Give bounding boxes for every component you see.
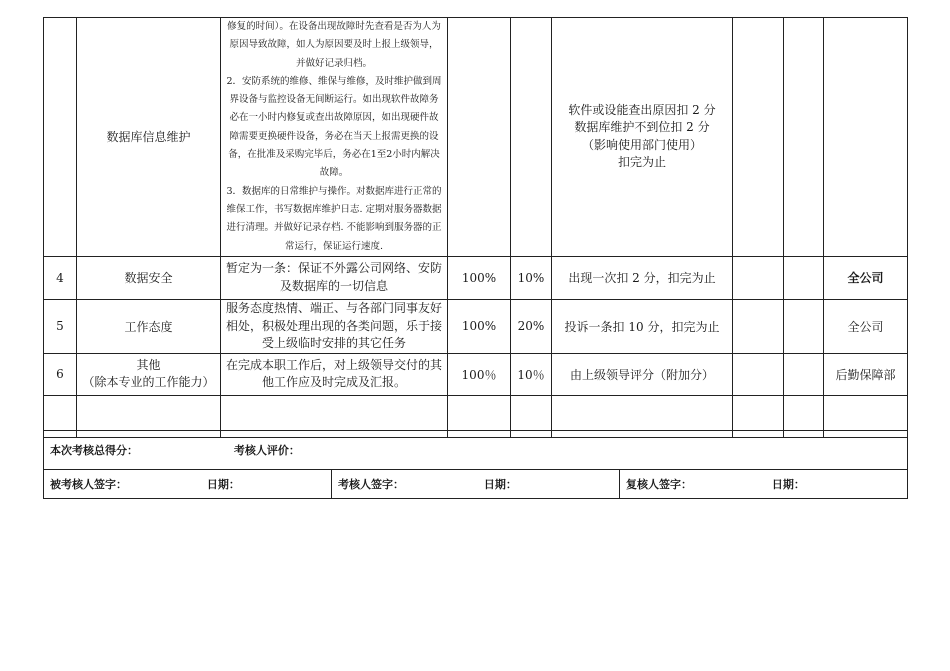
weight-cell xyxy=(511,18,552,257)
table-row xyxy=(44,18,908,257)
score-cell[interactable] xyxy=(733,18,784,257)
weight-cell: 100% xyxy=(448,299,511,353)
row-number: 6 xyxy=(44,353,77,395)
standard-text: 投诉一条扣 10 分，扣完为止 xyxy=(552,299,733,353)
date-label: 日期： xyxy=(206,478,240,491)
summary-cell[interactable] xyxy=(44,431,908,470)
table-row xyxy=(44,353,908,395)
row-number: 4 xyxy=(44,256,77,299)
requirement-text: 暂定为一条：保证不外露公司网络、安防及数据库的一切信息 xyxy=(221,256,448,299)
row-number: 5 xyxy=(44,299,77,353)
assessor-sign-label: 考核人签字： xyxy=(338,478,404,491)
requirement-text: 2．安防系统的维修、维保与维修，及时维护做到周界设备与监控设备无间断运行。如出现软件故障务必在一小时内修复或查出故障原因，如出现硬件故障需要更换硬件设备，务必在当天上报需更换的设备，在批准及采购完毕后，务必在1至2小时内解决故障。 xyxy=(226,75,442,179)
department-cell: 后勤保障部 xyxy=(824,353,908,395)
item-name xyxy=(77,353,221,395)
item-name: 数据库信息维护 xyxy=(77,18,221,257)
department-cell: 全公司 xyxy=(824,299,908,353)
requirement-text: 在完成本职工作后，对上级领导交付的其他工作应及时完成及汇报。 xyxy=(221,353,448,395)
weight-cell: 100％ xyxy=(448,353,511,395)
requirement-text: 3．数据库的日常维护与操作。对数据库进行正常的维保工作，书写数据库维护日志. 定期对服务器数据进行清理。并做好记录存档. 不能影响到服务器的正常运行，保证运行速度. xyxy=(226,185,442,252)
item-name: 数据安全 xyxy=(77,256,221,299)
standard-text: 数据库维护不到位扣 2 分 xyxy=(574,120,710,135)
score-cell[interactable] xyxy=(733,256,784,299)
requirement-text: 修复的时间）。在设备出现故障时先查看是否为人为原因导致故障，如人为原因要及时上报上级领导，并做好记录归档。 xyxy=(227,21,441,69)
summary-row xyxy=(44,431,908,470)
score-cell[interactable] xyxy=(784,299,824,353)
requirements-cell xyxy=(221,18,448,257)
assessee-sign-label: 被考核人签字： xyxy=(50,478,127,491)
signature-table xyxy=(43,430,908,499)
item-name-line: （除本专业的工作能力） xyxy=(82,375,215,390)
weight-cell: 100% xyxy=(448,256,511,299)
department-cell: 全公司 xyxy=(824,256,908,299)
department-cell xyxy=(824,18,908,257)
item-name: 工作态度 xyxy=(77,299,221,353)
total-score-label: 本次考核总得分： xyxy=(50,444,138,457)
signature-row xyxy=(44,470,908,499)
assessor-signature-cell[interactable] xyxy=(332,470,620,499)
reviewer-signature-cell[interactable] xyxy=(620,470,908,499)
standard-text: 软件或设能查出原因扣 2 分 xyxy=(568,102,716,117)
weight-cell xyxy=(448,18,511,257)
standard-text: 由上级领导评分（附加分） xyxy=(552,353,733,395)
date-label: 日期： xyxy=(483,478,517,491)
date-label: 日期： xyxy=(771,478,805,491)
assessee-signature-cell[interactable] xyxy=(44,470,332,499)
score-cell[interactable] xyxy=(784,18,824,257)
table-row xyxy=(44,299,908,353)
standard-text: （影响使用部门使用） xyxy=(581,137,702,152)
item-name-line: 其他 xyxy=(136,357,161,372)
weight-cell: 10％ xyxy=(511,353,552,395)
score-cell[interactable] xyxy=(784,256,824,299)
standard-text: 扣完为止 xyxy=(617,155,666,170)
score-cell[interactable] xyxy=(733,353,784,395)
score-cell[interactable] xyxy=(733,299,784,353)
table-row xyxy=(44,256,908,299)
standard-cell xyxy=(552,18,733,257)
weight-cell: 20% xyxy=(511,299,552,353)
requirement-text: 服务态度热情、端正、与各部门同事友好相处，积极处理出现的各类问题，乐于接受上级临时安排的其它任务 xyxy=(221,299,448,353)
standard-text: 出现一次扣 2 分，扣完为止 xyxy=(552,256,733,299)
assessment-table xyxy=(43,17,908,438)
score-cell[interactable] xyxy=(784,353,824,395)
row-number xyxy=(44,18,77,257)
reviewer-sign-label: 复核人签字： xyxy=(626,478,692,491)
weight-cell: 10% xyxy=(511,256,552,299)
evaluator-comment-label: 考核人评价： xyxy=(233,444,300,457)
